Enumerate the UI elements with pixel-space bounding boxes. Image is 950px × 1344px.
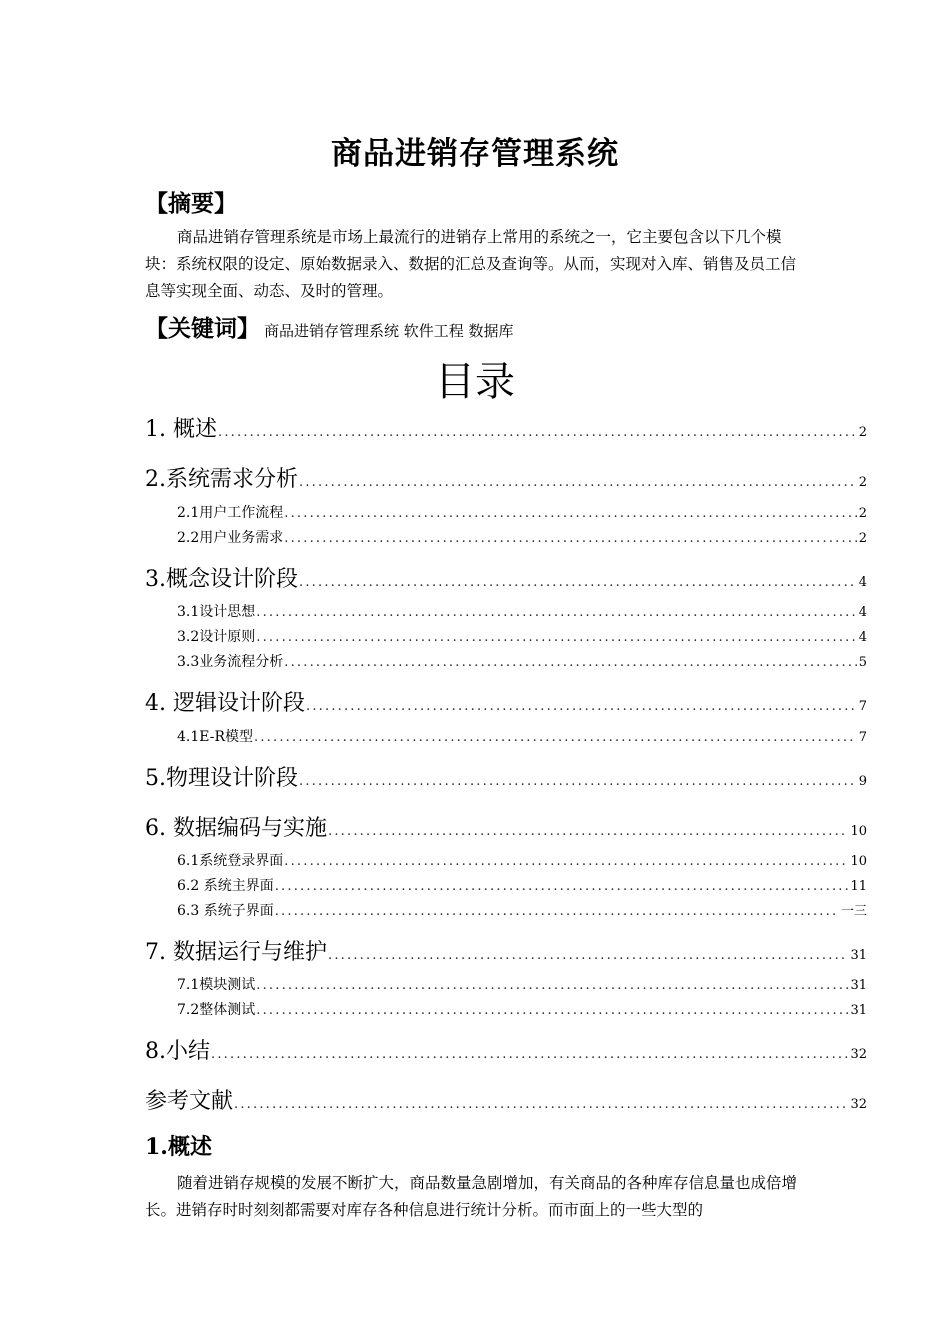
abstract-heading: 【摘要】 (145, 190, 237, 217)
toc-entry-page: 7 (858, 699, 867, 714)
toc-entry-page: 7 (858, 730, 867, 745)
toc-subentry[interactable] (177, 651, 867, 671)
toc-entry[interactable] (145, 562, 867, 593)
toc-entry[interactable] (145, 1034, 867, 1065)
toc-leader (255, 978, 848, 993)
toc-entry-label: 4.1E-R模型 (177, 729, 254, 745)
toc-entry-page: 10 (850, 824, 867, 839)
toc-entry-page: 一三 (840, 904, 867, 919)
toc-leader (255, 605, 856, 620)
toc-subentry[interactable] (177, 875, 867, 895)
toc-leader (253, 730, 857, 745)
toc-entry-label: 3.1设计思想 (177, 604, 256, 620)
document-title: 商品进销存管理系统 (331, 136, 619, 172)
toc-entry-label: 2.2用户业务需求 (177, 530, 284, 546)
toc-leader (233, 1097, 848, 1112)
toc-entry-page: 10 (850, 854, 867, 869)
toc-entry[interactable] (145, 761, 867, 792)
toc-entry[interactable] (145, 1084, 867, 1115)
toc-entry-label: 6. 数据编码与实施 (145, 816, 327, 841)
toc-entry-page: 2 (858, 506, 867, 521)
toc-entry-page: 4 (858, 630, 867, 645)
toc-entry-page: 11 (850, 879, 867, 894)
toc-entry-page: 32 (850, 1047, 867, 1062)
toc-entry[interactable] (145, 462, 867, 493)
toc-entry-label: 6.3 系统子界面 (177, 903, 274, 919)
toc-entry-label: 1. 概述 (145, 417, 217, 442)
toc-entry[interactable] (145, 935, 867, 966)
toc-subentry[interactable] (177, 900, 867, 920)
toc-leader (283, 854, 848, 869)
keywords-label: 【关键词】 (145, 315, 260, 342)
toc-subentry[interactable] (177, 626, 867, 646)
toc-subentry[interactable] (177, 974, 867, 994)
toc-leader (255, 630, 856, 645)
toc-leader (305, 699, 857, 714)
toc-leader (274, 879, 849, 894)
toc-leader (283, 506, 856, 521)
toc-leader (274, 904, 839, 919)
toc-title: 目录 (435, 359, 515, 405)
toc-leader (298, 475, 857, 490)
toc-entry-label: 6.2 系统主界面 (177, 878, 274, 894)
keywords-text: 商品进销存管理系统 软件工程 数据库 (264, 322, 514, 340)
toc-leader (283, 655, 856, 670)
toc-entry-page: 31 (850, 978, 867, 993)
toc-entry-page: 9 (858, 774, 867, 789)
toc-entry-label: 7.1模块测试 (177, 977, 256, 993)
toc-entry-page: 5 (858, 655, 867, 670)
toc-leader (255, 1003, 848, 1018)
toc-leader (298, 774, 857, 789)
toc-subentry[interactable] (177, 850, 867, 870)
toc-entry-label: 3.3业务流程分析 (177, 654, 284, 670)
toc-subentry[interactable] (177, 999, 867, 1019)
toc-subentry[interactable] (177, 601, 867, 621)
toc-leader (327, 824, 848, 839)
abstract-text: 商品进销存管理系统是市场上最流行的进销存上常用的系统之一，它主要包含以下几个模块：系统权限的设定、原始数据录入、数据的汇总及查询等。从而，实现对入库、销售及员工信息等实现全面、动态、及时的管理。 (145, 228, 797, 300)
toc-subentry[interactable] (177, 502, 867, 522)
toc-leader (327, 948, 848, 963)
toc-entry-page: 4 (858, 575, 867, 590)
toc-entry-label: 2.系统需求分析 (145, 467, 298, 492)
section-heading: 1.概述 (145, 1134, 212, 1160)
toc-subentry[interactable] (177, 726, 867, 746)
toc-entry-label: 7.2整体测试 (177, 1002, 256, 1018)
toc-entry-label: 5.物理设计阶段 (145, 766, 298, 791)
section-body-text: 随着进销存规模的发展不断扩大，商品数量急剧增加，有关商品的各种库存信息量也成倍增长。进销存时时刻刻都需要对库存各种信息进行统计分析。而市面上的一些大型的 (145, 1174, 798, 1219)
toc-entry-label: 参考文献 (145, 1089, 234, 1114)
toc-entry-label: 6.1系统登录界面 (177, 853, 284, 869)
toc-entry-page: 31 (850, 1003, 867, 1018)
toc-leader (217, 425, 857, 440)
toc-entry-page: 31 (850, 948, 867, 963)
toc-entry-page: 2 (858, 425, 867, 440)
toc-entry-label: 8.小结 (145, 1039, 210, 1064)
toc-entry-label: 3.概念设计阶段 (145, 567, 298, 592)
toc-entry-page: 4 (858, 605, 867, 620)
toc-leader (298, 575, 857, 590)
toc-entry[interactable] (145, 811, 867, 842)
toc-entry-page: 32 (850, 1097, 867, 1112)
toc-entry[interactable] (145, 412, 867, 443)
toc-entry-label: 7. 数据运行与维护 (145, 940, 327, 965)
toc-entry-label: 4. 逻辑设计阶段 (145, 691, 305, 716)
toc-entry-page: 2 (858, 475, 867, 490)
toc-entry[interactable] (145, 686, 867, 717)
toc-entry-page: 2 (858, 531, 867, 546)
toc-leader (210, 1047, 848, 1062)
toc-subentry[interactable] (177, 527, 867, 547)
toc-entry-label: 2.1用户工作流程 (177, 505, 284, 521)
toc-leader (283, 531, 856, 546)
toc-entry-label: 3.2设计原则 (177, 629, 256, 645)
